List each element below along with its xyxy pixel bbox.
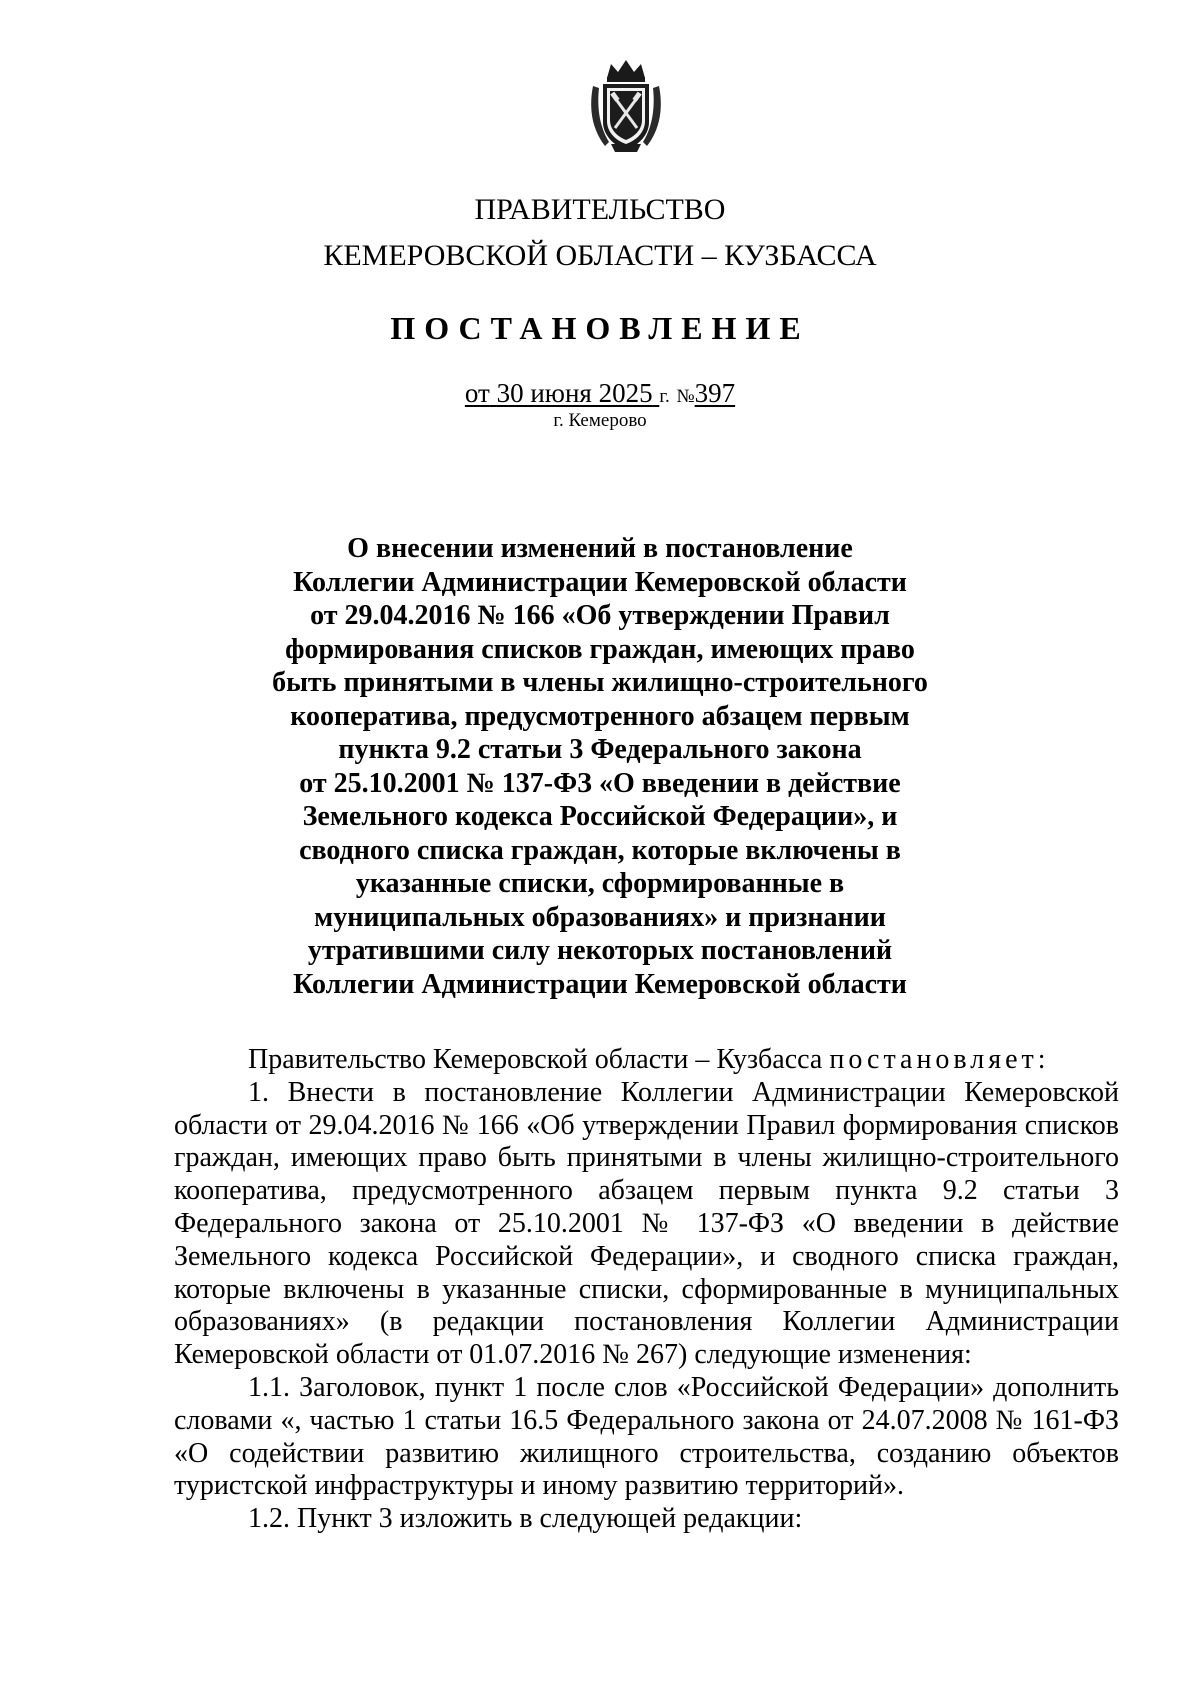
title-line: Земельного кодекса Российской Федерации», и (302, 801, 898, 832)
preamble-text: Правительство Кемеровской области – Кузбасса (248, 1044, 823, 1075)
date-prefix: от (464, 378, 490, 408)
title-line: кооператива, предусмотренного абзацем первым (290, 700, 910, 732)
title-line: О внесении изменений в постановление (347, 533, 853, 564)
title-line: пункта 9.2 статьи 3 Федерального закона (338, 734, 862, 765)
government-name-line1: ПРАВИТЕЛЬСТВО (474, 193, 726, 226)
city-name: г. Кемерово (553, 410, 647, 431)
document-number: 397 (694, 378, 736, 408)
title-line: от 25.10.2001 № 137-ФЗ «О введении в действие (299, 767, 901, 799)
title-line: от 29.04.2016 № 166 «Об утверждении Правил (310, 600, 890, 631)
document-body (174, 1044, 1119, 1536)
number-sign: № (676, 386, 695, 407)
year-suffix: г. (659, 386, 670, 407)
title-line: формирования списков граждан, имеющих право (285, 633, 915, 665)
document-title (0, 532, 1200, 1001)
title-line: быть принятыми в члены жилищно-строительного (272, 667, 928, 698)
body-paragraph: 1.2. Пункт 3 изложить в следующей редакции: (248, 1503, 803, 1535)
body-paragraph: 1. Внести в постановление Коллегии Администрации Кемеровской области от 29.04.2016 № 166 «Об утверждении Правил формирования списков граждан, имеющих право быть принятыми в члены жилищно-строительного кооператива, предусмотренного абзацем первым пункта 9.2 статьи 3 Федерального закона от 25.10.2001 № 137-ФЗ «О введении в действие Земельного кодекса Российской Федерации», и сводного списка граждан, которые включены в указанные списки, сформированные в муниципальных образованиях» (в редакции постановления Коллегии Администрации Кемеровской области от 01.07.2016 № 267) следующие изменения: (174, 1076, 1119, 1371)
coat-of-arms-emblem (585, 56, 667, 156)
title-line: Коллегии Администрации Кемеровской области (293, 566, 907, 598)
document-date: 30 июня 2025 (496, 378, 653, 408)
body-paragraph: 1.1. Заголовок, пункт 1 после слов «Российской Федерации» дополнить словами «, частью 1 статьи 16.5 Федерального закона от 24.07.2008 № 161-ФЗ «О содействии развитию жилищного строительства, созданию объектов туристской инфраструктуры и иному развитию территорий». (174, 1371, 1119, 1502)
title-line: муниципальных образованиях» и признании (314, 901, 886, 933)
title-line: Коллегии Администрации Кемеровской области (293, 968, 907, 1000)
document-type-heading: ПОСТАНОВЛЕНИЕ (390, 310, 810, 346)
title-line: утратившими силу некоторых постановлений (307, 935, 893, 966)
government-name-line2: КЕМЕРОВСКОЙ ОБЛАСТИ – КУЗБАССА (323, 239, 877, 272)
preamble-paragraph (174, 1044, 1119, 1077)
title-line: указанные списки, сформированные в (355, 868, 845, 899)
title-line: сводного списка граждан, которые включены в (299, 834, 901, 866)
preamble-verb: постановляет: (829, 1044, 1050, 1075)
